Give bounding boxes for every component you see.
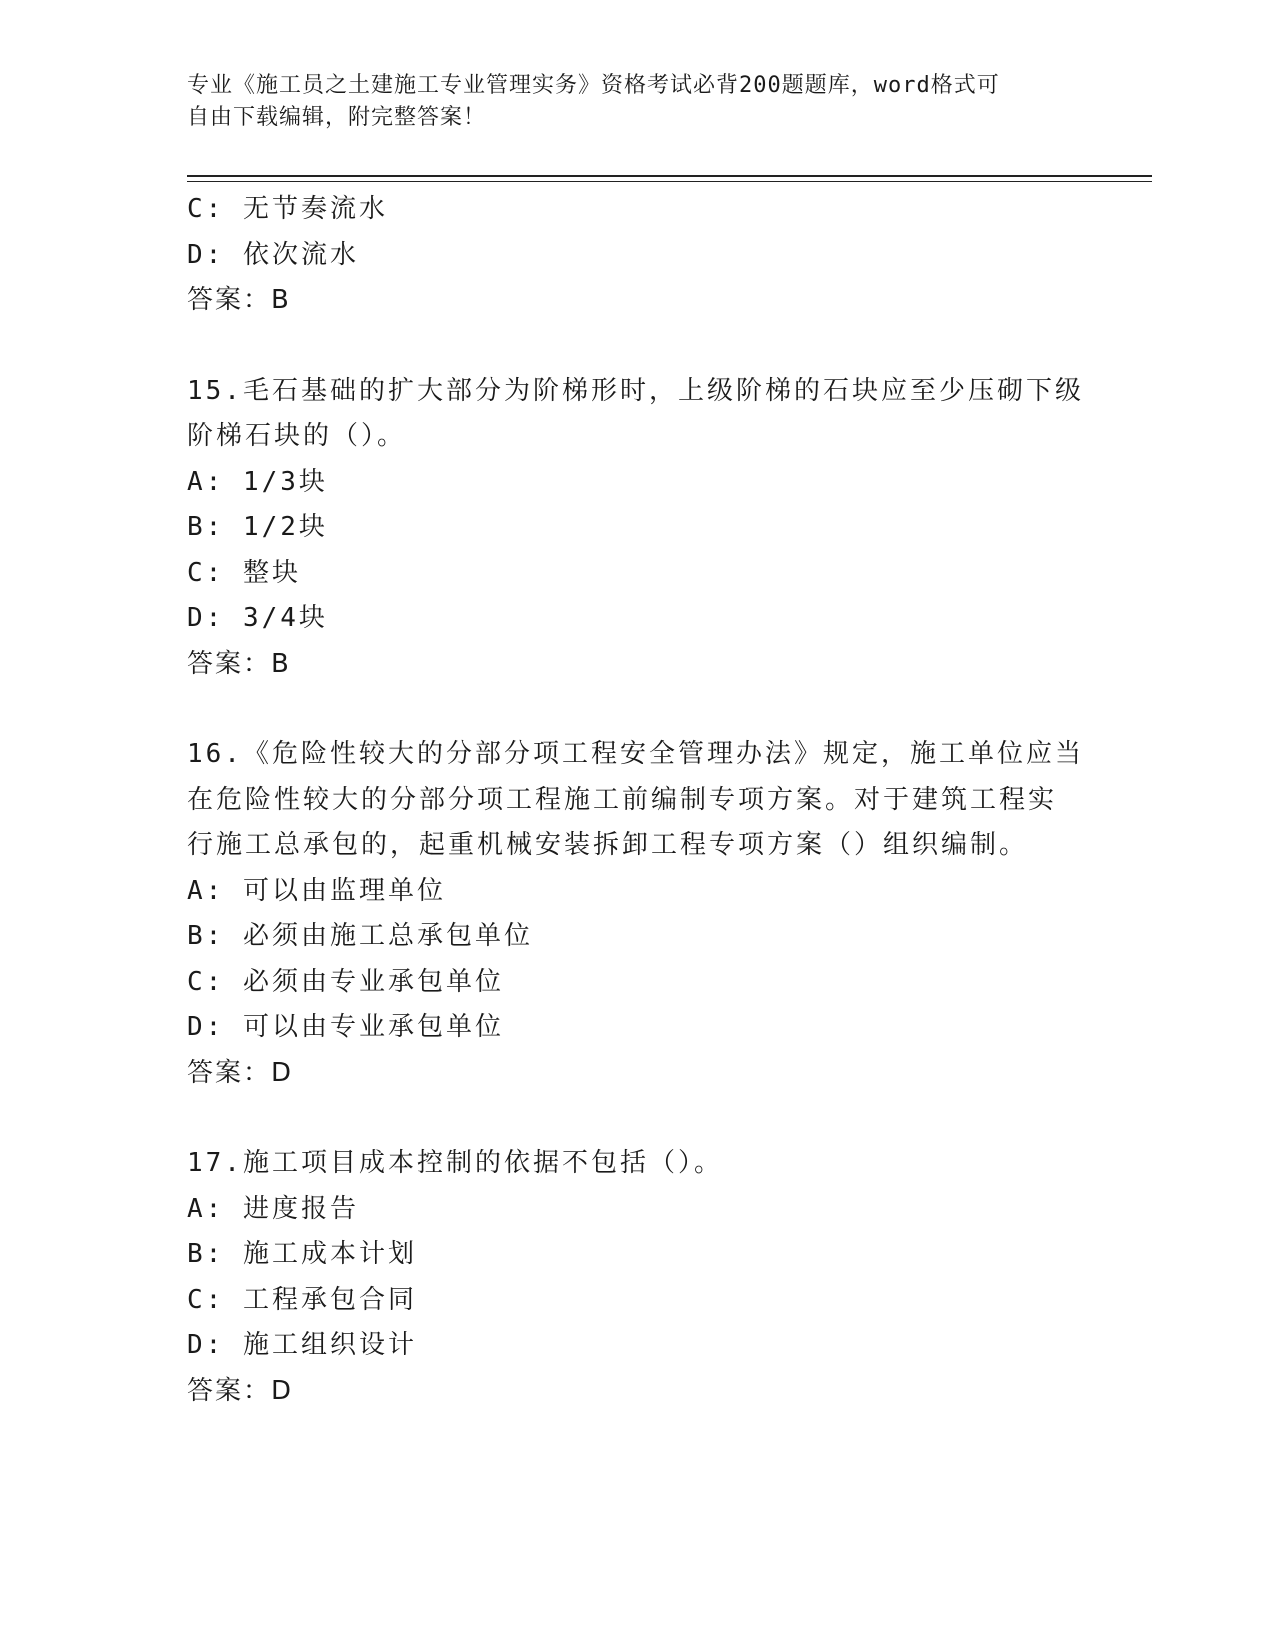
header-line: 自由下载编辑，附完整答案！: [187, 105, 487, 130]
option-a: A: 可以由监理单位: [187, 875, 446, 906]
option-d: D: 3/4块: [187, 603, 328, 633]
option-c: C: 工程承包合同: [187, 1284, 417, 1315]
question-line: 行施工总承包的，起重机械安装拆卸工程专项方案（）组织编制。: [187, 830, 1029, 860]
header-line: 专业《施工员之土建施工专业管理实务》资格考试必背200题题库，word格式可: [187, 73, 1000, 98]
header-divider: [187, 175, 1152, 177]
question-line: 在危险性较大的分部分项工程施工前编制专项方案。对于建筑工程实: [187, 784, 1058, 815]
question-line: 15.毛石基础的扩大部分为阶梯形时，上级阶梯的石块应至少压砌下级: [187, 375, 1084, 406]
option-c: C: 必须由专业承包单位: [187, 966, 504, 997]
question-line: 17.施工项目成本控制的依据不包括（）。: [187, 1148, 723, 1178]
option-d: D: 可以由专业承包单位: [187, 1012, 504, 1042]
answer: 答案：D: [187, 1057, 294, 1088]
answer: 答案：D: [187, 1375, 294, 1406]
option-b: B: 1/2块: [187, 512, 328, 542]
question-17: [187, 1141, 1087, 1414]
answer: 答案：B: [187, 648, 291, 679]
question-line: 阶梯石块的（）。: [187, 421, 407, 451]
option-a: A: 1/3块: [187, 466, 328, 497]
question-text: [187, 369, 1087, 460]
question-text: [187, 1141, 1087, 1187]
option-b: B: 必须由施工总承包单位: [187, 921, 533, 951]
question-16: [187, 732, 1087, 1096]
question-line: 16.《危险性较大的分部分项工程安全管理办法》规定，施工单位应当: [187, 739, 1084, 769]
option-c: C: 整块: [187, 557, 301, 588]
option-c: C: 无节奏流水: [187, 194, 388, 224]
option-b: B: 施工成本计划: [187, 1239, 417, 1269]
question-block-continued: [187, 187, 1087, 324]
option-d: D: 施工组织设计: [187, 1330, 417, 1360]
question-text: [187, 732, 1087, 869]
document-header: [187, 70, 1067, 134]
question-15: [187, 369, 1087, 688]
option-a: A: 进度报告: [187, 1193, 359, 1224]
answer: 答案：B: [187, 285, 291, 315]
option-d: D: 依次流水: [187, 239, 359, 270]
header-divider-thin: [187, 181, 1152, 182]
question-list: [187, 187, 1087, 1414]
